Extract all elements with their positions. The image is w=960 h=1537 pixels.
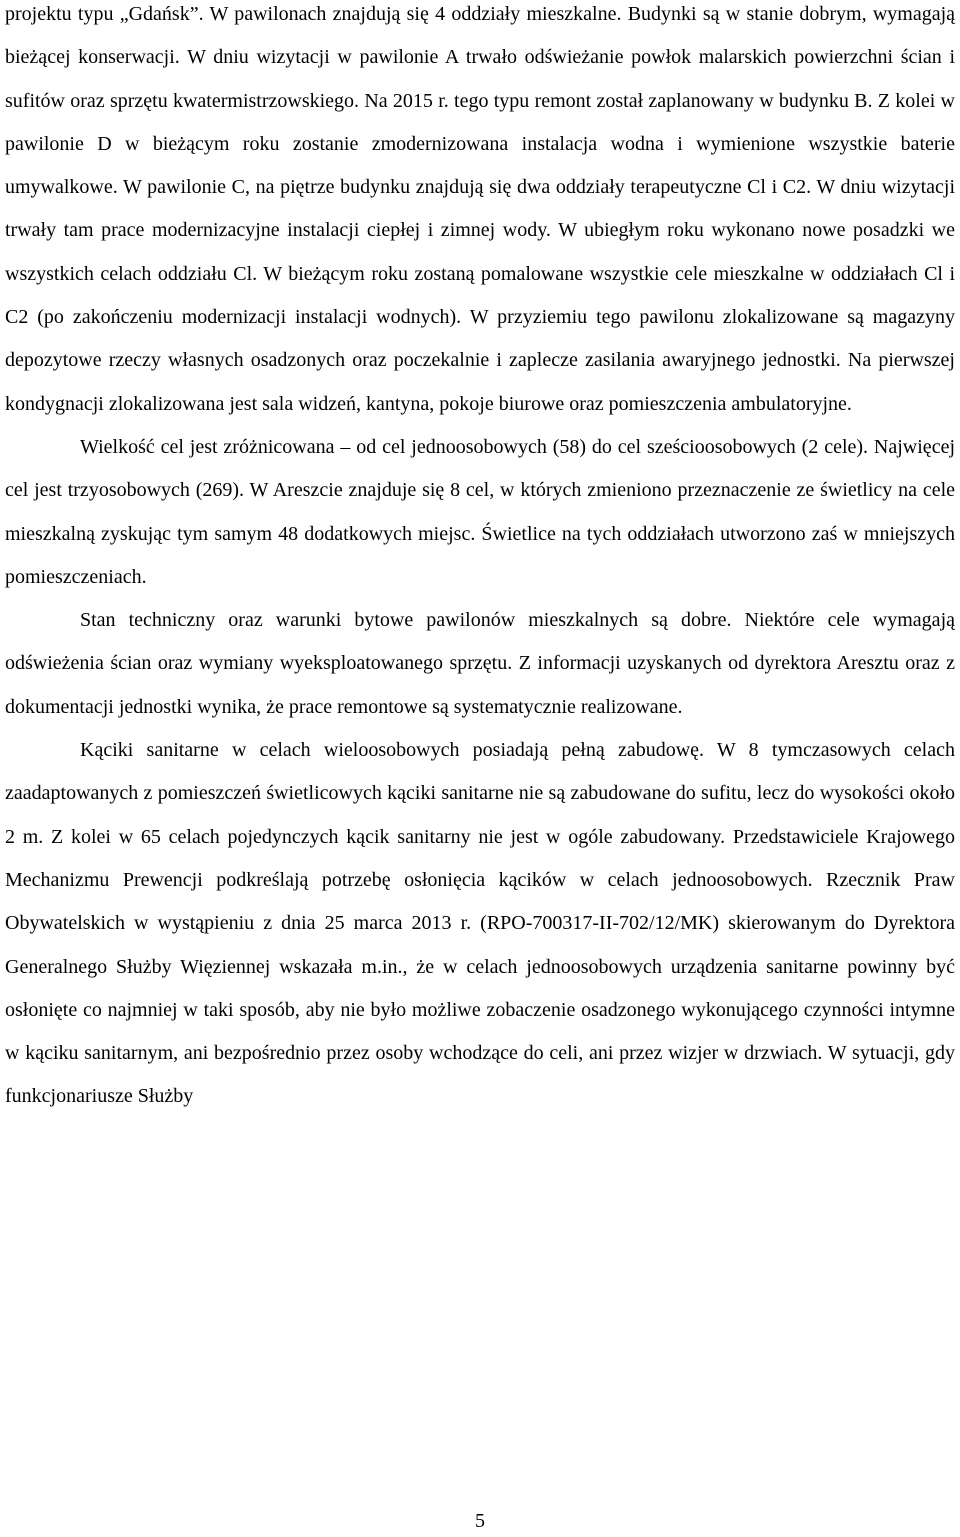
paragraph-pavilions: projektu typu „Gdańsk”. W pawilonach znajdują się 4 oddziały mieszkalne. Budynki są w stanie dobrym, wymagają bieżącej konserwacji. W dniu wizytacji w pawilonie A trwało odświeżanie powłok malarskich powierzchni ścian i sufitów oraz sprzętu kwatermistrzowskiego. Na 2015 r. tego typu remont został zaplanowany w budynku B. Z kolei w pawilonie D w bieżącym roku zostanie zmodernizowana instalacja wodna i wymienione wszystkie baterie umywalkowe. W pawilonie C, na piętrze budynku znajdują się dwa oddziały terapeutyczne Cl i C2. W dniu wizytacji trwały tam prace modernizacyjne instalacji ciepłej i zimnej wody. W ubiegłym roku wykonano nowe posadzki we wszystkich celach oddziału Cl. W bieżącym roku zostaną pomalowane wszystkie cele mieszkalne w oddziałach Cl i C2 (po zakończeniu modernizacji instalacji wodnych). W przyziemiu tego pawilonu zlokalizowane są magazyny depozytowe rzeczy własnych osadzonych oraz poczekalnie i zaplecze zasilania awaryjnego jednostki. Na pierwszej kondygnacji zlokalizowana jest sala widzeń, kantyna, pokoje biurowe oraz pomieszczenia ambulatoryjne. — [5, 3, 955, 415]
paragraph-cell-sizes: Wielkość cel jest zróżnicowana – od cel jednoosobowych (58) do cel sześcioosobowych (2 cele). Najwięcej cel jest trzyosobowych (269). W Areszcie znajduje się 8 cel, w których zmieniono przeznaczenie ze świetlicy na cele mieszkalną zyskując tym samym 48 dodatkowych miejsc. Świetlice na tych oddziałach utworzono zaś w mniejszych pomieszczeniach. — [5, 435, 955, 588]
paragraph-technical-condition: Stan techniczny oraz warunki bytowe pawilonów mieszkalnych są dobre. Niektóre cele wymagają odświeżenia ścian oraz wymiany wyeksploatowanego sprzętu. Z informacji uzyskanych od dyrektora Aresztu oraz z dokumentacji jednostki wynika, że prace remontowe są systematycznie realizowane. — [5, 609, 955, 718]
paragraph-sanitary-corners: Kąciki sanitarne w celach wieloosobowych posiadają pełną zabudowę. W 8 tymczasowych celach zaadaptowanych z pomieszczeń świetlicowych kąciki sanitarne nie są zabudowane do sufitu, lecz do wysokości około 2 m. Z kolei w 65 celach pojedynczych kącik sanitarny nie jest w ogóle zabudowany. Przedstawiciele Krajowego Mechanizmu Prewencji podkreślają potrzebę osłonięcia kącików w celach jednoosobowych. Rzecznik Praw Obywatelskich w wystąpieniu z dnia 25 marca 2013 r. (RPO-700317-II-702/12/MK) skierowanym do Dyrektora Generalnego Służby Więziennej wskazała m.in., że w celach jednoosobowych urządzenia sanitarne powinny być osłonięte co najmniej w taki sposób, aby nie było możliwe zobaczenie osadzonego wykonującego czynności intymne w kąciku sanitarnym, ani bezpośrednio przez osoby wchodzące do celi, ani przez wizjer w drzwiach. W sytuacji, gdy funkcjonariusze Służby — [5, 739, 955, 1108]
document-page — [5, 0, 955, 1119]
page-number: 5 — [475, 1510, 485, 1532]
